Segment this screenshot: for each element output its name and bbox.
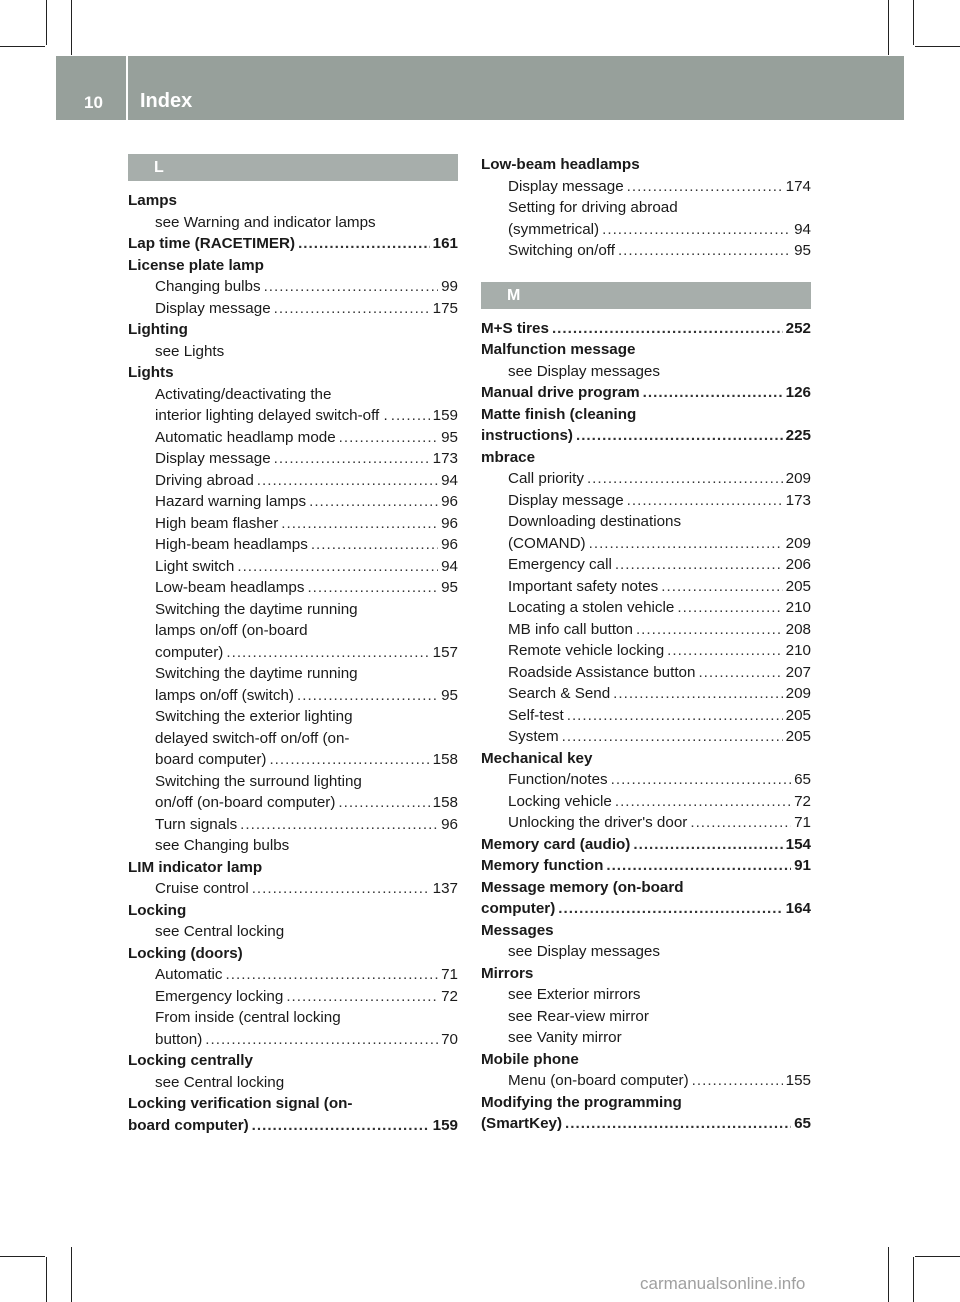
index-entry-text: Hazard warning lamps [155,493,307,510]
index-subentry [481,941,811,963]
dot-leader [339,427,438,449]
index-entry [128,1050,458,1072]
page-reference[interactable]: 173 [785,491,811,509]
crop-mark [71,1247,72,1302]
index-entry-text: License plate lamp [128,256,264,274]
index-entry [128,362,458,384]
index-entry-text: Mobile phone [481,1050,579,1068]
index-subentry [128,1007,458,1029]
index-entry-text: Lamps [128,192,177,209]
index-entry [128,319,458,341]
index-entry-text: Lap time (RACETIMER) [128,235,296,252]
index-letter-heading: L [128,154,458,181]
page-reference[interactable]: 158 [432,751,458,768]
index-entry-text: computer) [481,900,556,917]
index-entry-text: Display message [155,299,271,317]
page-reference[interactable]: 99 [441,278,458,295]
index-subentry [481,176,811,198]
index-entry-text: delayed switch-off on/off (on- [155,729,350,747]
index-entry-text: (symmetrical) [508,220,600,238]
dot-leader [576,425,783,447]
index-entry-text: instructions) [481,427,573,444]
index-subentry [128,642,458,664]
page-reference[interactable]: 137 [432,880,458,897]
index-entry-text: High beam flasher [155,514,279,532]
index-subentry [128,470,458,492]
index-subentry [128,685,458,707]
page-reference[interactable]: 72 [794,792,811,810]
page-reference[interactable]: 173 [432,450,458,467]
index-entry-text: board computer) [128,1116,249,1134]
page-reference[interactable]: 252 [785,319,811,337]
index-entry-text: Driving abroad [155,471,254,489]
index-entry-text: Switching the exterior lighting [155,708,353,725]
index-entry-text: Display message [508,491,624,509]
index-subentry [481,705,811,727]
dot-leader [297,685,438,707]
index-subentry [481,240,811,262]
index-entry-text: Malfunction message [481,341,636,358]
index-subentry [481,219,811,241]
index-subentry [481,197,811,219]
dot-leader [692,1070,783,1092]
dot-leader [391,405,430,427]
dot-leader [558,898,782,920]
page-number: 10 [84,93,103,112]
index-entry-text: Switching the daytime running [155,665,358,682]
page-reference[interactable]: 95 [441,428,458,446]
index-entry-text: see Changing bulbs [155,837,290,854]
page-reference[interactable]: 65 [794,1115,811,1132]
index-entry-text: Locating a stolen vehicle [508,599,675,616]
index-subentry [128,620,458,642]
index-entry-text: Cruise control [155,880,249,897]
index-entry [481,425,811,447]
index-entry [481,748,811,770]
index-entry-text: Display message [508,177,624,195]
index-entry-text: Locking centrally [128,1052,253,1069]
index-subentry [481,640,811,662]
page-reference[interactable]: 65 [794,771,811,788]
index-subentry [128,448,458,470]
page-reference[interactable]: 209 [785,685,811,702]
index-entry [128,943,458,965]
page-reference[interactable]: 159 [432,407,458,424]
index-entry-text: (SmartKey) [481,1115,563,1132]
index-entry-text: see Lights [155,342,225,360]
page-reference[interactable]: 207 [785,663,811,681]
index-subentry [481,490,811,512]
crop-mark [46,1257,47,1302]
dot-leader [633,834,782,856]
page-reference[interactable]: 205 [785,706,811,724]
index-entry [481,339,811,361]
dot-leader [309,491,438,513]
index-subentry [128,1072,458,1094]
dot-leader [257,470,438,492]
page-reference[interactable]: 72 [441,987,458,1005]
crop-mark [46,0,47,45]
index-entry-text: Emergency call [508,556,612,573]
index-subentry [481,1070,811,1092]
dot-leader [205,1029,438,1051]
index-entry-text: computer) [155,643,224,661]
page-reference[interactable]: 164 [785,900,811,917]
dot-leader [627,490,783,512]
dot-leader [627,176,783,198]
dot-leader [237,556,438,578]
index-entry [128,1115,458,1137]
index-column-left [128,154,458,1136]
dot-leader [338,792,429,814]
index-entry-text: Function/notes [508,771,608,788]
dot-leader [562,726,783,748]
index-entry-text: Downloading destinations [508,513,682,530]
dot-leader [636,619,783,641]
dot-leader [274,448,430,470]
index-subentry [128,771,458,793]
index-entry [481,877,811,899]
crop-mark [0,1256,45,1257]
page-reference[interactable]: 159 [432,1116,458,1134]
index-subentry [481,1027,811,1049]
index-entry-text: System [508,728,559,745]
index-subentry [481,812,811,834]
index-subentry [481,533,811,555]
index-entry-text: Locking [128,901,187,919]
index-entry-text: see Vanity mirror [508,1029,622,1046]
index-entry-text: Search & Send [508,685,611,702]
index-subentry [481,619,811,641]
watermark: carmanualsonline.info [640,1274,806,1293]
page-reference[interactable]: 209 [785,534,811,552]
index-subentry [128,276,458,298]
index-entry-text: Matte finish (cleaning [481,405,637,423]
index-entry [481,382,811,404]
index-subentry [481,554,811,576]
dot-leader [567,705,783,727]
index-entry-text: lamps on/off (on-board [155,622,308,639]
index-entry-text: see Display messages [508,943,660,960]
index-entry-text: Mirrors [481,964,534,982]
index-subentry [481,361,811,383]
index-subentry [128,599,458,621]
index-subentry [128,405,458,427]
index-entry-text: Modifying the programming [481,1093,682,1111]
dot-leader [661,576,782,598]
index-entry-text: Roadside Assistance button [508,663,696,681]
index-entry [128,1093,458,1115]
index-entry-text: see Central locking [155,923,285,940]
crop-mark [888,1247,889,1302]
page-reference[interactable]: 71 [441,966,458,983]
page-reference[interactable]: 94 [441,471,458,489]
dot-leader [240,814,438,836]
index-entry-text: From inside (central locking [155,1009,341,1026]
index-entry [481,855,811,877]
index-entry-text: Light switch [155,557,235,575]
page-reference[interactable]: 95 [794,242,811,259]
index-entry-text: Menu (on-board computer) [508,1072,689,1089]
index-subentry [481,662,811,684]
index-entry [481,1049,811,1071]
page-reference[interactable]: 96 [441,514,458,532]
dot-leader [307,577,438,599]
page-reference[interactable]: 209 [785,470,811,487]
index-entry-text: (COMAND) [508,534,586,552]
index-entry [481,963,811,985]
page-reference[interactable]: 210 [785,599,811,616]
page-reference[interactable]: 155 [785,1072,811,1089]
index-subentry [128,964,458,986]
page-reference[interactable]: 157 [432,643,458,661]
page-reference[interactable]: 206 [785,556,811,573]
page-reference[interactable]: 208 [785,620,811,638]
index-entry-text: on/off (on-board computer) [155,794,336,811]
index-entry-text: Switching the surround lighting [155,772,362,790]
index-subentry [128,513,458,535]
dot-leader [274,298,430,320]
dot-leader [589,533,783,555]
index-entry-text: Switching the daytime running [155,600,358,618]
index-entry-text: Manual drive program [481,384,640,401]
index-subentry [128,792,458,814]
page-reference[interactable]: 95 [441,579,458,596]
index-subentry [128,577,458,599]
dot-leader [677,597,782,619]
index-entry-text: see Rear-view mirror [508,1007,649,1025]
index-subentry [481,791,811,813]
dot-leader [298,233,430,255]
index-entry [481,1092,811,1114]
index-subentry [128,384,458,406]
dot-leader [698,662,782,684]
index-entry [481,404,811,426]
section-title: Index [140,90,193,112]
dot-leader [611,769,791,791]
index-entry [128,233,458,255]
dot-leader [602,219,791,241]
index-entry-text: see Display messages [508,362,660,380]
index-entry-text: Self-test [508,706,564,724]
index-subentry [128,728,458,750]
index-entry-text: Changing bulbs [155,278,261,295]
index-entry [481,154,811,176]
page-reference[interactable]: 174 [785,177,811,195]
index-entry-text: Messages [481,921,554,939]
index-subentry [128,212,458,234]
index-entry [481,898,811,920]
dot-leader [264,276,439,298]
page-reference[interactable]: 94 [794,220,811,238]
index-entry-text: LIM indicator lamp [128,858,263,876]
dot-leader [643,382,783,404]
index-entry [481,834,811,856]
index-entry-text: lamps on/off (switch) [155,686,294,704]
index-subentry [128,663,458,685]
index-entry-text: Message memory (on-board [481,878,684,896]
index-entry-text: Switching on/off [508,242,615,259]
crop-mark [0,46,45,47]
index-entry-text: High-beam headlamps [155,536,308,553]
index-subentry [128,556,458,578]
index-entry-text: Automatic headlamp mode [155,428,336,446]
index-subentry [128,878,458,900]
index-entry-text: Memory function [481,857,604,874]
dot-leader [587,468,783,490]
index-subentry [481,576,811,598]
index-entry-text: Locking (doors) [128,944,243,962]
index-subentry [481,726,811,748]
index-entry [128,255,458,277]
index-entry-text: interior lighting delayed switch-off . [155,407,388,424]
index-column-right [481,154,811,1135]
crop-mark [915,1256,960,1257]
page-reference[interactable]: 71 [794,814,811,831]
index-entry-text: MB info call button [508,620,633,638]
page-reference[interactable]: 95 [441,686,458,704]
index-entry-text: Locking vehicle [508,792,612,810]
index-subentry [128,749,458,771]
dot-leader [281,513,438,535]
dot-leader [252,1115,430,1137]
index-entry-text: see Exterior mirrors [508,986,641,1003]
index-subentry [128,986,458,1008]
header-divider [126,56,128,120]
dot-leader [565,1113,791,1135]
index-subentry [128,534,458,556]
crop-mark [915,46,960,47]
page-reference[interactable]: 96 [441,815,458,833]
index-entry [481,318,811,340]
index-subentry [481,1006,811,1028]
index-entry-text: Lights [128,364,174,381]
index-subentry [128,491,458,513]
index-entry [481,920,811,942]
dot-leader [311,534,438,556]
dot-leader [286,986,438,1008]
index-subentry [128,921,458,943]
crop-mark [71,0,72,55]
index-entry [481,1113,811,1135]
page-reference[interactable]: 96 [441,536,458,553]
index-entry [128,857,458,879]
index-entry [481,447,811,469]
index-subentry [481,511,811,533]
page-reference[interactable]: 158 [432,794,458,811]
index-entry-text: Display message [155,450,271,467]
index-subentry [481,468,811,490]
index-entry-text: Low-beam headlamps [155,579,305,596]
dot-leader [667,640,782,662]
dot-leader [226,964,439,986]
page-reference[interactable]: 94 [441,557,458,575]
page-reference[interactable]: 205 [785,577,811,595]
index-subentry [128,427,458,449]
dot-leader [269,749,429,771]
index-subentry [128,814,458,836]
index-entry-text: button) [155,1030,203,1048]
page-reference[interactable]: 205 [785,728,811,745]
index-subentry [128,835,458,857]
crop-mark [888,0,889,55]
index-entry-text: Unlocking the driver's door [508,814,688,831]
page-reference[interactable]: 91 [794,857,811,874]
dot-leader [606,855,791,877]
dot-leader [552,318,783,340]
dot-leader [615,554,783,576]
index-subentry [481,984,811,1006]
index-entry-text: Setting for driving abroad [508,199,678,216]
index-entry-text: Important safety notes [508,577,659,595]
index-entry [128,900,458,922]
page-reference[interactable]: 154 [785,835,811,853]
index-subentry [128,341,458,363]
dot-leader [252,878,430,900]
index-subentry [128,1029,458,1051]
dot-leader [690,812,791,834]
page-reference[interactable]: 96 [441,493,458,510]
index-entry-text: Locking verification signal (on- [128,1095,353,1112]
index-entry-text: Mechanical key [481,749,593,767]
dot-leader [613,683,782,705]
index-entry-text: Low-beam headlamps [481,156,640,173]
index-entry-text: see Central locking [155,1073,285,1091]
index-entry-text: Lighting [128,321,188,338]
page-reference[interactable]: 126 [785,384,811,401]
page-reference[interactable]: 175 [432,299,458,317]
page-reference[interactable]: 210 [785,642,811,659]
index-entry-text: mbrace [481,448,536,466]
index-entry-text: Emergency locking [155,987,284,1005]
index-entry [128,190,458,212]
index-entry-text: M+S tires [481,319,549,337]
index-subentry [128,298,458,320]
index-subentry [481,769,811,791]
page-reference[interactable]: 225 [785,427,811,444]
index-subentry [481,683,811,705]
index-entry-text: Turn signals [155,815,238,833]
crop-mark [913,0,914,45]
index-entry-text: Call priority [508,470,584,487]
crop-mark [913,1257,914,1302]
index-entry-text: Automatic [155,966,223,983]
index-entry-text: Remote vehicle locking [508,642,665,659]
dot-leader [226,642,429,664]
dot-leader [618,240,791,262]
index-subentry [128,706,458,728]
index-entry-text: Activating/deactivating the [155,385,332,403]
page-reference[interactable]: 161 [432,235,458,252]
page-reference[interactable]: 70 [441,1030,458,1048]
index-subentry [481,597,811,619]
index-entry-text: see Warning and indicator lamps [155,213,376,231]
dot-leader [615,791,791,813]
index-letter-heading: M [481,282,811,309]
index-entry-text: Memory card (audio) [481,835,631,853]
index-entry-text: board computer) [155,751,267,768]
